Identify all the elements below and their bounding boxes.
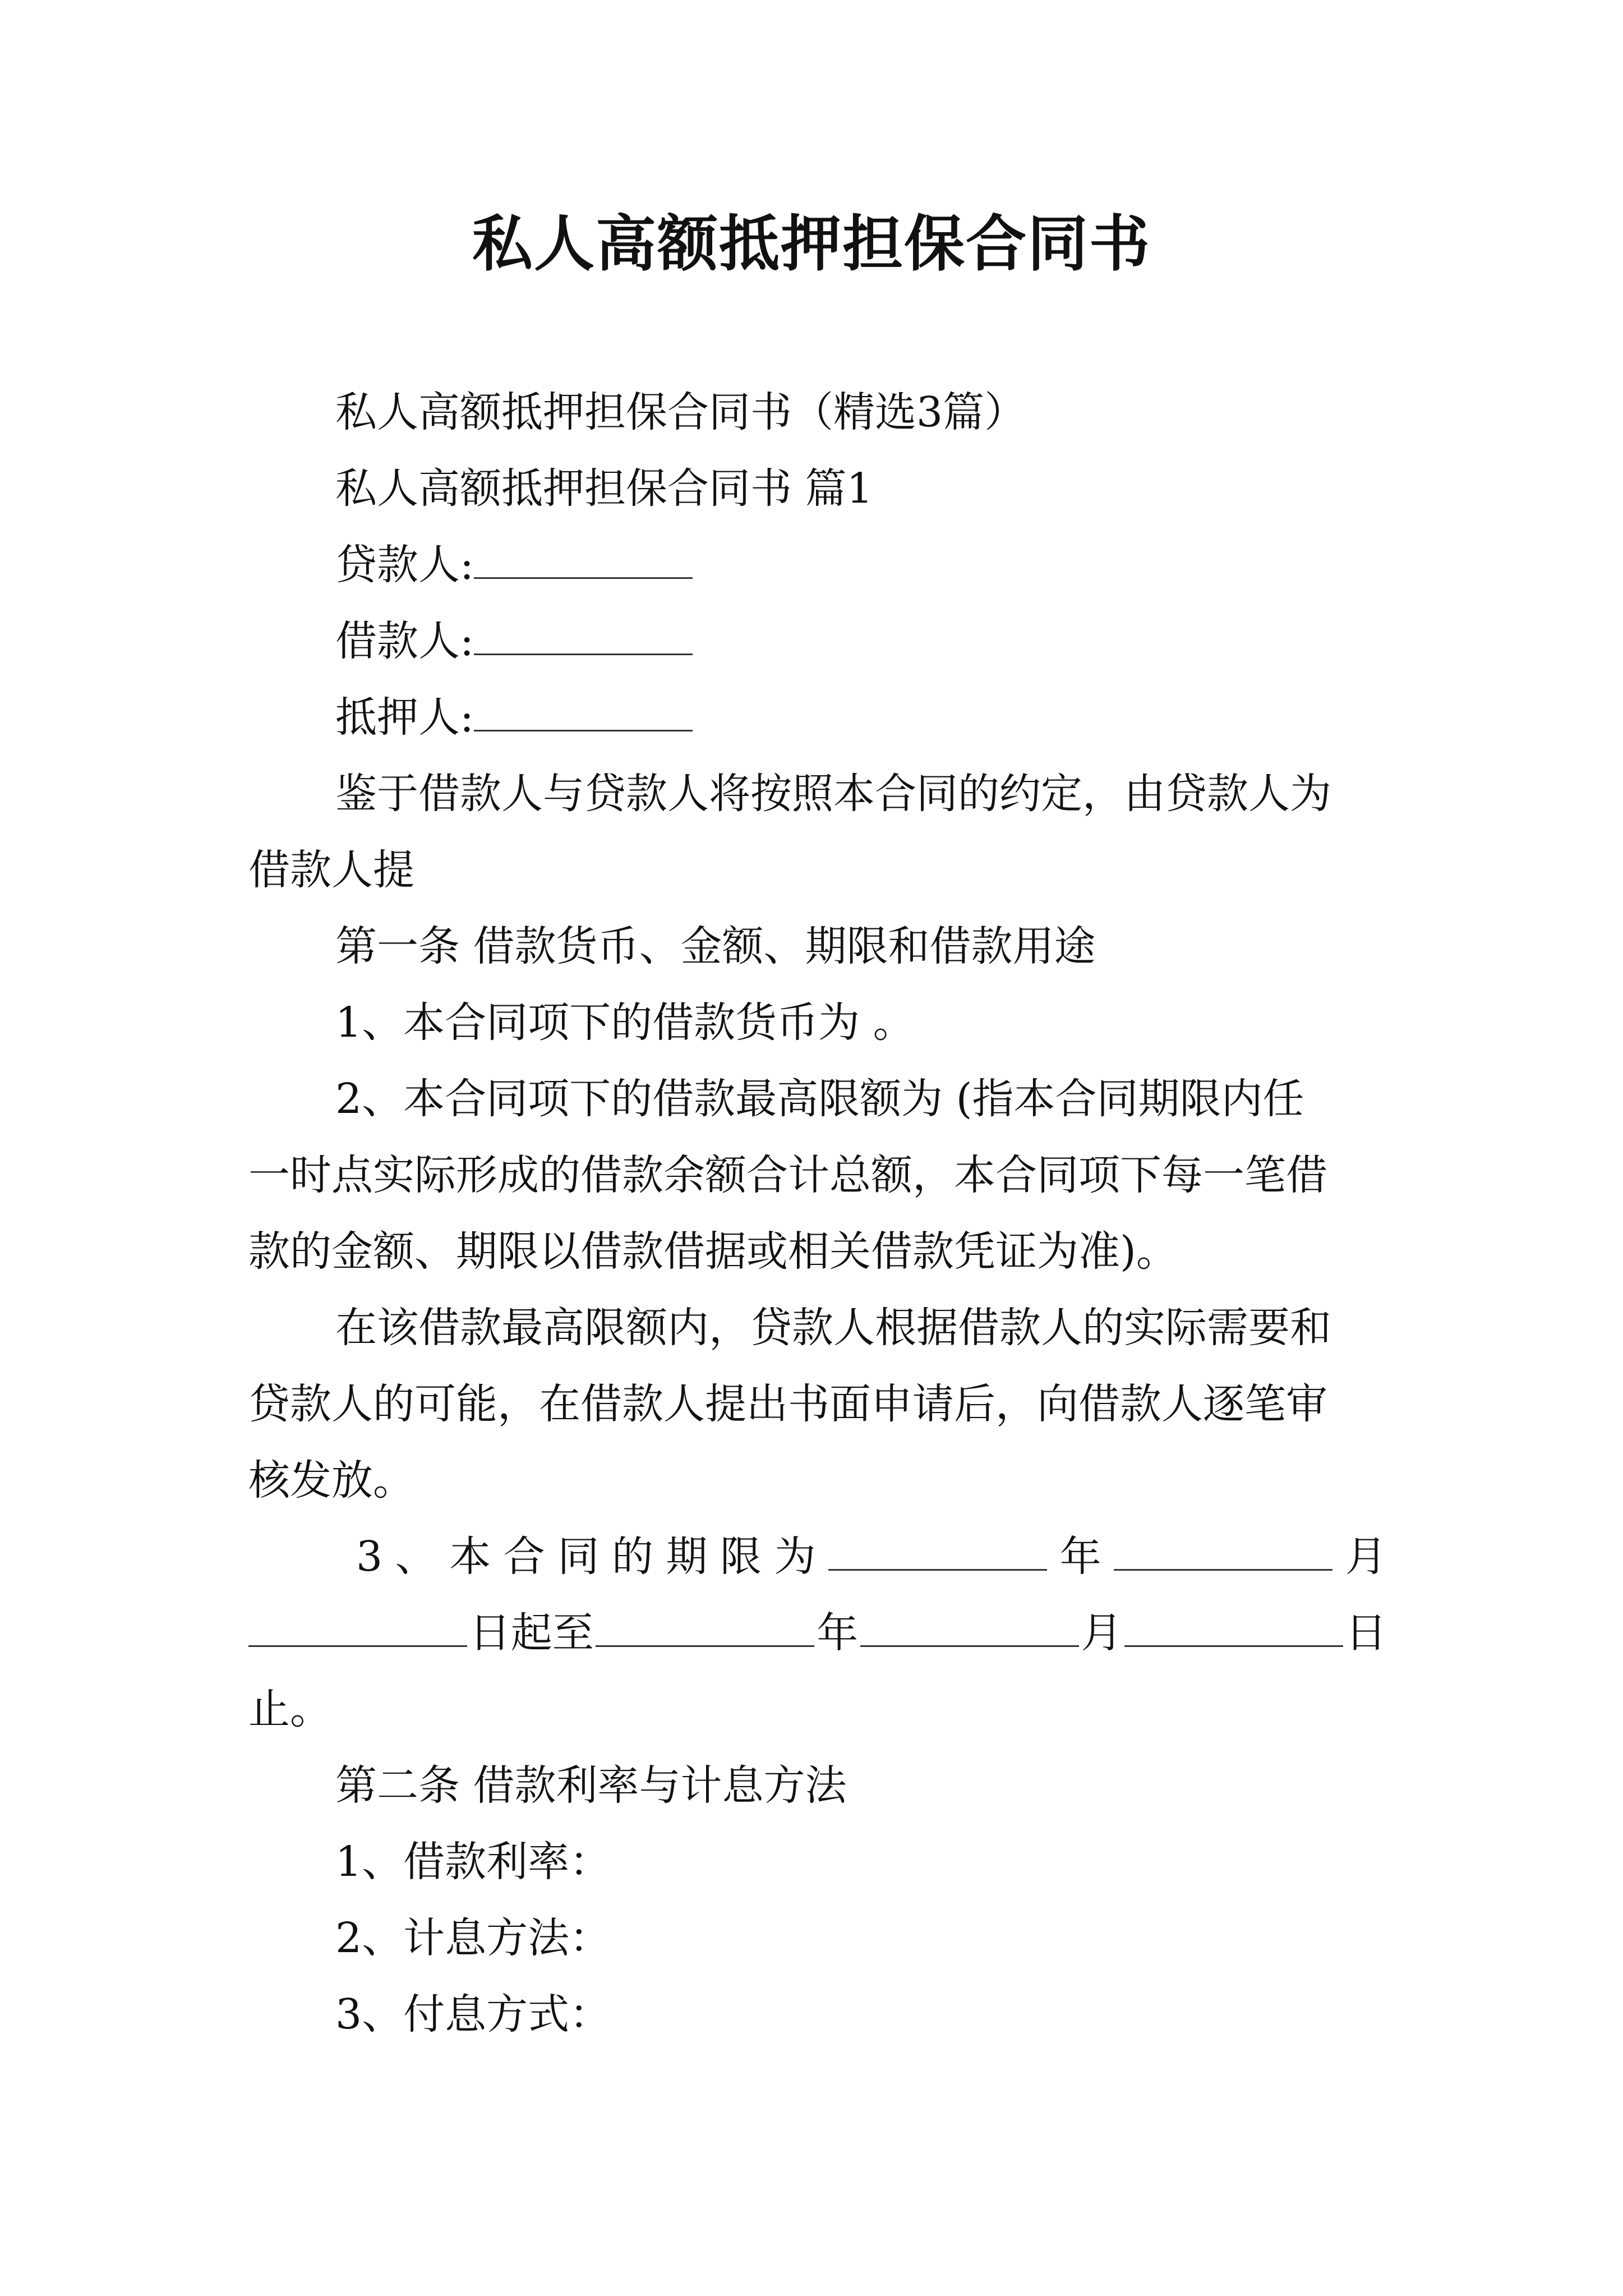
end-month-blank [860, 1606, 1079, 1647]
start-month-blank [1114, 1530, 1332, 1571]
article1-para-line3: 核发放。 [248, 1456, 414, 1504]
item3-char: 的 [611, 1533, 653, 1581]
item3-char: 为 [774, 1533, 816, 1581]
mortgagor-blank [474, 691, 693, 731]
year-label: 年 [1059, 1533, 1101, 1581]
article1-item3-line2 [248, 1602, 1387, 1664]
item3-char: 限 [720, 1533, 762, 1581]
month-label: 月 [1345, 1533, 1387, 1581]
article1-item2-line3: 款的金额、期限以借款借据或相关借款凭证为准)。 [248, 1227, 1178, 1276]
day2-label: 日 [1345, 1609, 1387, 1657]
article1-item1: 1、本合同项下的借款货币为 。 [335, 999, 915, 1047]
end-day-blank [1124, 1606, 1343, 1647]
item3-char: 期 [666, 1533, 708, 1581]
article2-item3: 3、付息方式： [335, 1990, 611, 2039]
preamble-line-1: 鉴于借款人与贷款人将按照本合同的约定，由贷款人为 [335, 770, 1331, 818]
subtitle: 私人高额抵押担保合同书（精选3篇） [335, 388, 1026, 436]
start-year-blank [828, 1530, 1047, 1571]
article1-para-line2: 贷款人的可能，在借款人提出书面申请后，向借款人逐笔审 [248, 1380, 1327, 1428]
article2-item2: 2、计息方法： [335, 1914, 611, 1962]
section-heading: 私人高额抵押担保合同书 篇1 [335, 464, 873, 513]
lender-line [335, 534, 693, 596]
article1-heading: 第一条 借款货币、金额、期限和借款用途 [335, 922, 1096, 970]
preamble-line-2: 借款人提 [248, 846, 414, 894]
article1-item3-end: 止。 [248, 1685, 331, 1733]
borrower-blank [474, 614, 693, 655]
document-title: 私人高额抵押担保合同书 [472, 209, 1151, 279]
item3-char: 本 [449, 1533, 491, 1581]
article2-item1: 1、借款利率： [335, 1838, 611, 1886]
end-year-blank [596, 1606, 814, 1647]
day-from-label: 日起至 [469, 1609, 594, 1657]
item3-char: 3 [356, 1533, 383, 1581]
year2-label: 年 [817, 1609, 859, 1657]
item3-char: 合 [503, 1533, 545, 1581]
borrower-line [335, 610, 693, 672]
start-day-blank [248, 1606, 467, 1647]
article1-item3-line1 [356, 1526, 1387, 1588]
lender-label: 贷款人: [335, 541, 474, 589]
article1-item2-line1: 2、本合同项下的借款最高限额为 (指本合同期限内任 [335, 1075, 1304, 1123]
borrower-label: 借款人: [335, 617, 474, 665]
article1-item2-line2: 一时点实际形成的借款余额合计总额，本合同项下每一笔借 [248, 1151, 1327, 1199]
item3-char: 同 [557, 1533, 600, 1581]
lender-blank [474, 538, 693, 579]
mortgagor-label: 抵押人: [335, 693, 474, 742]
month2-label: 月 [1081, 1609, 1123, 1657]
article1-para-line1: 在该借款最高限额内，贷款人根据借款人的实际需要和 [335, 1304, 1331, 1352]
item3-char: 、 [395, 1533, 437, 1581]
mortgagor-line [335, 687, 693, 748]
article2-heading: 第二条 借款利率与计息方法 [335, 1761, 847, 1810]
